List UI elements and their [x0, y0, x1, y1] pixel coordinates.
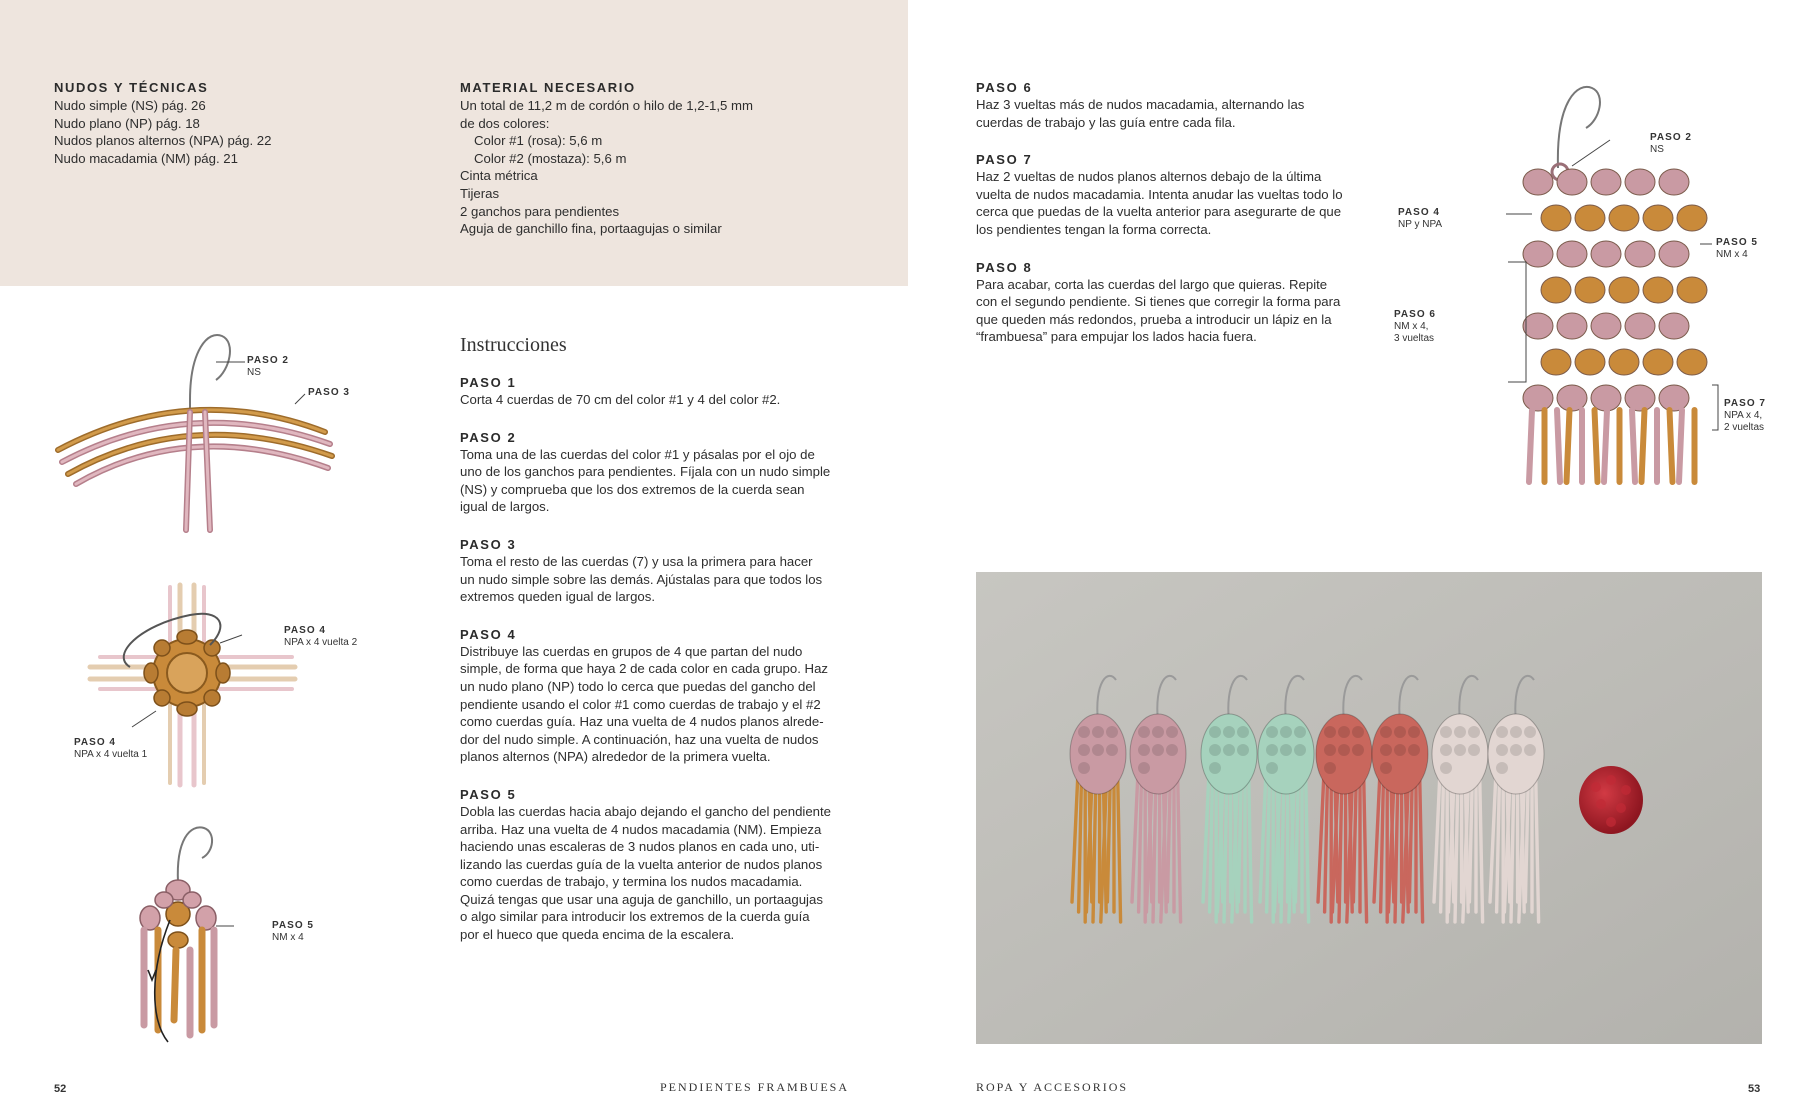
step-line: Haz 2 vueltas de nudos planos alternos debajo de la última	[976, 169, 1322, 185]
step-line: con el segundo pendiente. Si tienes que corregir la forma para	[976, 294, 1341, 310]
step-line: Toma una de las cuerdas del color #1 y pásalas por el ojo de	[460, 446, 815, 462]
step-line: que queden más redondos, prueba a introducir un lápiz en la	[976, 311, 1332, 327]
cord-bundle	[58, 410, 332, 530]
earring-hook-icon	[190, 335, 230, 416]
step-title: PASO 3	[460, 536, 517, 552]
running-head-right: ROPA Y ACCESORIOS	[976, 1080, 1129, 1094]
earrings-photo	[976, 572, 1762, 1044]
knot	[1541, 277, 1571, 303]
knot	[1591, 313, 1621, 339]
earring-hook-icon	[178, 827, 212, 882]
material-line: Color #1 (rosa): 5,6 m	[474, 133, 603, 149]
knot	[1541, 205, 1571, 231]
material-line: Un total de 11,2 m de cordón o hilo de 1,2-1,5 mm	[460, 98, 753, 113]
right-steps	[976, 80, 1356, 367]
step-line: igual de largos.	[460, 499, 550, 515]
label-paso4-vuelta1: PASO 4 NPA x 4 vuelta 1	[74, 737, 148, 760]
step-line: o algo similar para introducir los extremos de la cuerda guía	[460, 909, 810, 925]
knot	[1643, 349, 1673, 375]
knot	[1625, 169, 1655, 195]
label-right-paso5: PASO 5 NM x 4	[1716, 237, 1758, 260]
step-line: arriba. Haz una vuelta de 4 nudos macadamia (NM). Empieza	[460, 821, 822, 837]
instructions-title: Instrucciones	[460, 334, 567, 356]
left-steps	[460, 375, 860, 965]
step-line: Para acabar, corta las cuerdas del largo que quieras. Repite	[976, 276, 1328, 292]
knot	[1625, 241, 1655, 267]
step-line: Quizá tengas que usar una aguja de ganchillo, un portaagujas	[460, 891, 823, 907]
step-line: un nudo simple sobre las demás. Ajústalas para que todos los	[460, 571, 823, 587]
step-line: (NS) y comprueba que los dos extremos de la cuerda sean	[460, 481, 805, 497]
knot	[1659, 313, 1689, 339]
fringe-strand	[1557, 410, 1560, 482]
step-line: Corta 4 cuerdas de 70 cm del color #1 y 4 del color #2.	[460, 392, 781, 407]
step-line: vuelta de nudos macadamia. Intenta anudar las vueltas todo lo	[976, 186, 1343, 202]
label-paso2: PASO 2 NS	[247, 355, 289, 378]
fringe	[1529, 410, 1695, 482]
page-number-left: 52	[54, 1083, 67, 1095]
step-line: haciendo unas escaleras de 3 nudos planos en cada uno, uti-	[460, 839, 820, 855]
knot	[1557, 313, 1587, 339]
knot	[1523, 169, 1553, 195]
knot	[1609, 277, 1639, 303]
label-right-paso4: PASO 4 NP y NPA	[1398, 207, 1443, 230]
technique-item: Nudo simple (NS) pág. 26	[54, 98, 206, 113]
step-3	[460, 537, 860, 606]
step-line: Haz 3 vueltas más de nudos macadamia, alternando las	[976, 97, 1305, 112]
knot	[1659, 241, 1689, 267]
step-1	[460, 375, 860, 409]
step-line: como cuerdas de trabajo, y termina los nudos macadamia.	[460, 874, 803, 890]
step-title: PASO 4	[460, 626, 517, 642]
fringe-strand	[1595, 410, 1598, 482]
step-6	[976, 80, 1356, 131]
step-4	[460, 627, 860, 766]
knot	[1591, 385, 1621, 411]
step-line: cerca que puedas de la vuelta anterior para asegurarte de que	[976, 204, 1342, 220]
material-line: Color #2 (mostaza): 5,6 m	[474, 150, 627, 166]
step-line: extremos queden igual de largos.	[460, 589, 656, 605]
knot	[1677, 205, 1707, 231]
knot	[1591, 241, 1621, 267]
fringe-strand	[1642, 410, 1645, 482]
step-line: Distribuye las cuerdas en grupos de 4 que partan del nudo	[460, 643, 803, 659]
knot	[1609, 205, 1639, 231]
fringe-strand	[1632, 410, 1635, 482]
material-line: de dos colores:	[460, 115, 550, 131]
knot	[1625, 385, 1655, 411]
knot	[1541, 349, 1571, 375]
knot	[1677, 349, 1707, 375]
step-title: PASO 5	[460, 786, 517, 802]
running-head-left: PENDIENTES FRAMBUESA	[660, 1080, 850, 1094]
technique-item: Nudo macadamia (NM) pág. 21	[54, 150, 238, 166]
knot	[1677, 277, 1707, 303]
fringe-strand	[1679, 410, 1682, 482]
label-paso5: PASO 5 NM x 4	[272, 920, 314, 943]
step-line: lizando las cuerdas guía de la vuelta anterior de nudos planos	[460, 856, 823, 872]
label-right-paso6: PASO 6 NM x 4, 3 vueltas	[1394, 309, 1436, 344]
step-5	[460, 787, 860, 944]
step-line: dor del nudo simple. A continuación, haz una vuelta de nudos	[460, 731, 819, 747]
fringe-strand	[1670, 410, 1673, 482]
step-title: PASO 6	[976, 80, 1033, 95]
label-paso4-vuelta2: PASO 4 NPA x 4 vuelta 2	[284, 625, 358, 648]
diagram-step-2-3	[40, 320, 380, 540]
page-number-right: 53	[1748, 1083, 1761, 1095]
knot	[1609, 349, 1639, 375]
knot-grid	[1523, 169, 1707, 411]
diagram-step-5	[130, 820, 280, 1050]
label-right-paso7: PASO 7 NPA x 4, 2 vueltas	[1724, 398, 1766, 433]
materials-block	[460, 80, 753, 238]
knot	[1523, 313, 1553, 339]
label-right-paso2: PASO 2 NS	[1650, 132, 1692, 155]
earring-hook-icon	[1558, 87, 1600, 168]
knot	[1557, 169, 1587, 195]
step-line: como cuerdas guía. Haz una vuelta de 4 nudos planos alrede-	[460, 714, 824, 730]
knot	[1643, 205, 1673, 231]
knot	[1575, 205, 1605, 231]
materials-heading: MATERIAL NECESARIO	[460, 80, 636, 95]
knot	[1591, 169, 1621, 195]
step-title: PASO 2	[460, 429, 517, 445]
step-line: Dobla las cuerdas hacia abajo dejando el gancho del pendiente	[460, 803, 831, 819]
step-title: PASO 8	[976, 259, 1033, 275]
step-title: PASO 7	[976, 152, 1033, 168]
step-line: uno de los ganchos para pendientes. Fíjala con un nudo simple	[460, 464, 831, 480]
fringe-strand	[1567, 410, 1570, 482]
knot	[1523, 241, 1553, 267]
knot	[1575, 277, 1605, 303]
step-8	[976, 260, 1356, 346]
step-line: un nudo plano (NP) todo lo cerca que puedas del gancho del	[460, 678, 816, 694]
knot	[1523, 385, 1553, 411]
knot	[1659, 385, 1689, 411]
fringe-strand	[1604, 410, 1607, 482]
technique-item: Nudos planos alternos (NPA) pág. 22	[54, 133, 272, 149]
knot	[1659, 169, 1689, 195]
label-paso3: PASO 3	[308, 387, 350, 398]
techniques-heading: NUDOS Y TÉCNICAS	[54, 80, 209, 95]
knot	[1625, 313, 1655, 339]
material-line: Cinta métrica	[460, 168, 538, 184]
step-line: cuerdas de trabajo y las guía entre cada fila.	[976, 114, 1236, 130]
knot	[1557, 241, 1587, 267]
step-7	[976, 152, 1356, 238]
step-line: los pendientes tengan la forma correcta.	[976, 221, 1212, 237]
knot	[1643, 277, 1673, 303]
material-line: Aguja de ganchillo fina, portaagujas o similar	[460, 221, 722, 237]
techniques-block	[54, 80, 271, 167]
fringe-strand	[1529, 410, 1532, 482]
step-line: Toma el resto de las cuerdas (7) y usa la primera para hacer	[460, 553, 813, 569]
step-line: planos alternos (NPA) alrededor de la primera vuelta.	[460, 749, 771, 765]
step-2	[460, 430, 860, 516]
step-line: simple, de forma que haya 2 de cada color en cada grupo. Haz	[460, 661, 829, 677]
step-line: por el hueco que queda encima de la escalera.	[460, 927, 735, 943]
step-line: pendiente usando el color #1 como cuerdas de trabajo y el #2	[460, 696, 821, 712]
technique-item: Nudo plano (NP) pág. 18	[54, 115, 200, 131]
material-line: Tijeras	[460, 185, 500, 201]
material-line: 2 ganchos para pendientes	[460, 203, 620, 219]
step-title: PASO 1	[460, 375, 517, 390]
step-line: “frambuesa” para empujar los lados hacia fuera.	[976, 329, 1257, 345]
knot	[1575, 349, 1605, 375]
